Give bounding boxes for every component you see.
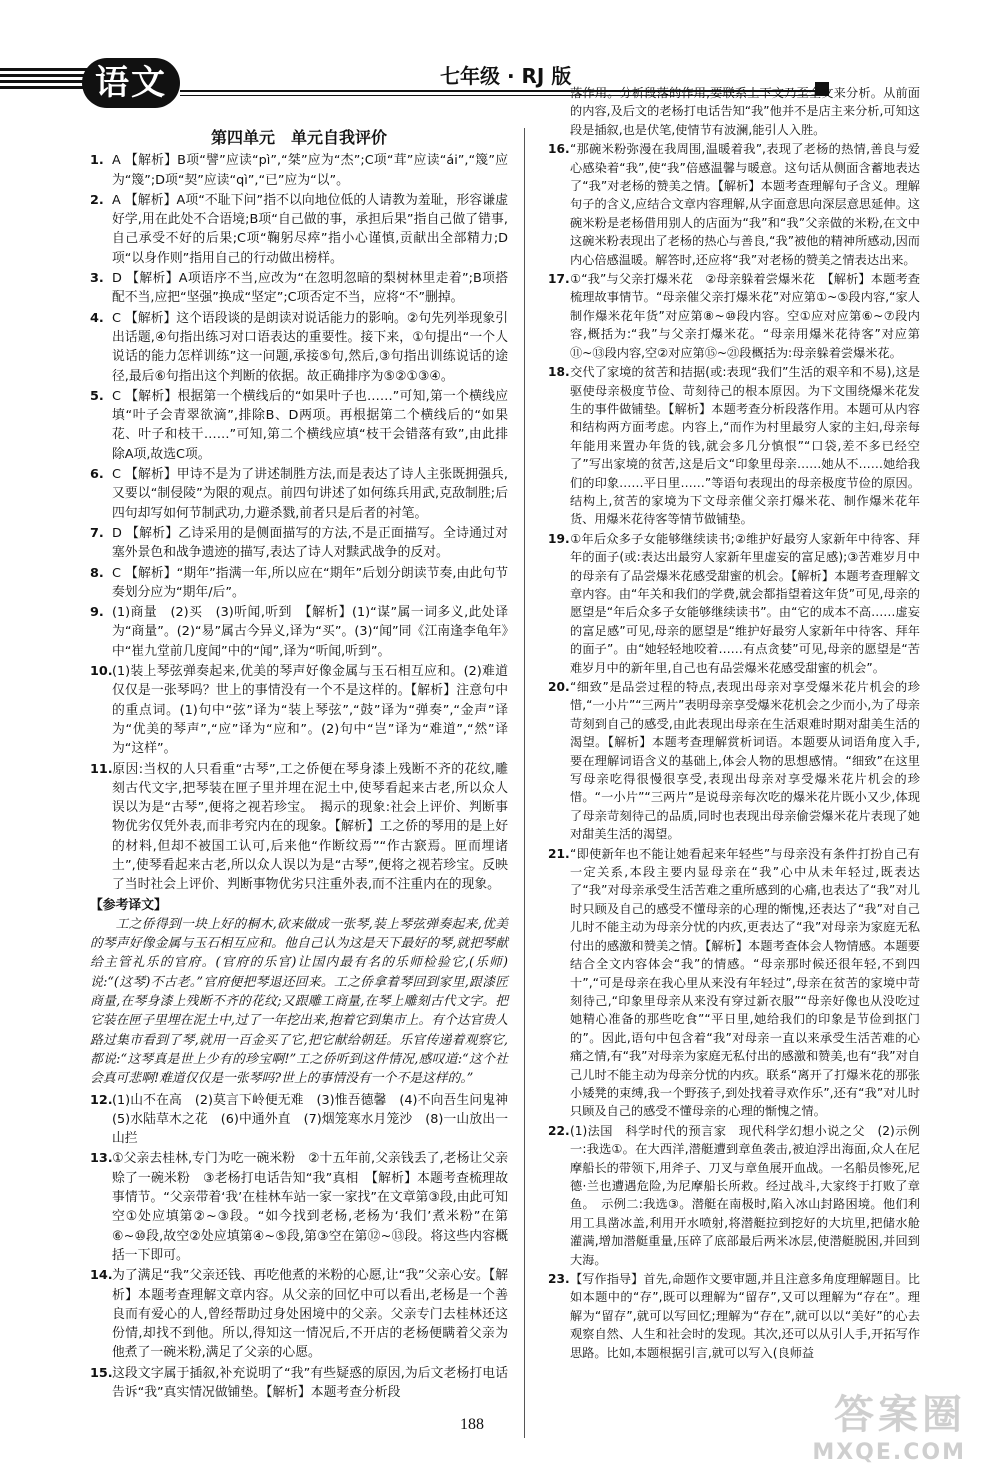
answer-item: [90, 662, 508, 758]
answer-item: [90, 191, 508, 268]
answer-number: 20.: [548, 680, 570, 694]
answer-number: 21.: [548, 846, 570, 861]
answer-number: 9.: [90, 605, 104, 621]
answer-number: 16.: [548, 142, 570, 157]
answer-text: C 【解析】甲诗不是为了讲述制胜方法,而是表达了诗人主张既拥强兵,又要以“制侵陵”为限的观点。前四句讲述了如何练兵用武,克敌制胜;后四句却写如何节制武功,力避杀戮,前者只是后者的衬笔。: [112, 467, 508, 521]
answer-item: [90, 524, 508, 563]
answer-item: [90, 269, 508, 308]
right-column: [548, 84, 920, 1363]
answer-item: [90, 309, 508, 386]
answer-text: ①父亲去桂林,专门为吃一碗米粉 ②十五年前,父亲钱丢了,老杨让父亲赊了一碗米粉 ③老杨打电话告知“我”真相 【解析】本题考查梳理故事情节。“父亲带着‘我’在桂林车站一家一家找”在文章第③段,由此可知空①处应填第②~③段。“如今找到老杨,老杨为‘我们’煮米粉”在第⑥~⑩段,故空②处应填第④~⑤段,第③空在第⑫~⑬段。将这些内容概括一下即可。: [112, 1151, 508, 1263]
answer-text: 原因:当权的人只看重“古琴”,工之侨便在琴身漆上残断不齐的花纹,雕刻古代文字,把琴装在匣子里并埋在泥土中,使琴看起来古老,所以众人误以为是“古琴”,便将之视若珍宝。 揭示的现象:社会上评价、判断事物优劣仅凭外表,而非考究内在的现象。【解析】工之侨的琴用的是上好的材料,但却不被国工认可,后来他“作断纹焉”“作古窾焉。匣而埋诸土”,使琴看起来古老,所以众人误以为是“古琴”,便将之视若珍宝。反映了当时社会上评价、判断事物优劣只注重外表,而不注重内在的现象。: [112, 761, 508, 893]
answer-item: [548, 84, 920, 139]
answer-number: 5.: [90, 388, 104, 404]
answer-number: 12.: [90, 1092, 113, 1108]
answer-text: 交代了家境的贫苦和拮据(或:表现“我们”生活的艰辛和不易),这是驱使母亲极度节俭、苛刻待己的根本原因。为下文围绕爆米花发生的事件做铺垫。【解析】本题考查分析段落作用。本题可从内容和结构两方面考虑。内容上,“而作为村里最穷人家的主妇,母亲每年能用来置办年货的钱,就会多几分慎恨”“口袋,差不多已经空了”写出家境的贫苦,这是后文“印象里母亲……她从不……她给我们的印象……平日里……”等语句表现出的母亲极度节俭的原因。结构上,贫苦的家境为下文母亲催父亲打爆米花、制作爆米花年货、用爆米花待客等情节做铺垫。: [570, 365, 920, 527]
watermark-line1: 答案圈: [834, 1392, 966, 1438]
answer-item: [548, 270, 920, 362]
answer-item: [548, 363, 920, 529]
answer-item: [90, 1091, 521, 1149]
answer-number: 19.: [548, 531, 570, 546]
answer-text: A 【解析】A项“不耻下问”指不以向地位低的人请教为羞耻，形容谦虚好学,用在此处不合语境;B项“自己做的事，承担后果”指自己做了错事,自己承受不好的后果;C项“鞠躬尽瘁”指小心谨慎,贡献出全部精力;D项“以身作则”指用自己的行动做出榜样。: [112, 192, 508, 266]
answer-text: (1)法国 科学时代的预言家 现代科学幻想小说之父 (2)示例一:我选①。在大西洋,潜艇遭到章鱼袭击,被迫浮出海面,众人在尼摩船长的带领下,用斧子、刀叉与章鱼展开血战。一名船员惨死,尼德·兰也遭遇危险,为尼摩船长所救。经过战斗,大家终于打败了章鱼。 示例二:我选③。潜艇在南极时,陷入冰山封路困境。他们利用工具凿冰盖,利用开水喷射,将潜艇拉到挖好的大坑里,把储水舱灌满,增加潜艇重量,压碎了底部最后两米冰层,使潜艇脱困,并回到大海。: [570, 1123, 920, 1267]
answer-item: [90, 151, 508, 190]
answer-number: 2.: [90, 192, 104, 208]
answer-item: [90, 603, 508, 661]
column-divider: [524, 128, 525, 1438]
answer-number: 13.: [90, 1151, 113, 1167]
answer-number: 18.: [548, 365, 570, 380]
answer-text: 为了满足“我”父亲还钱、再吃他煮的米粉的心愿,让“我”父亲心安。【解析】本题考查理解文章内容。从父亲的回忆中可以看出,老杨是一个善良而有爱心的人,曾经帮助过身处困境中的父亲。父亲专门去桂林还这份情,却找不到他。所以,得知这一情况后,不开店的老杨便瞒着父亲为他煮了一碗米粉,满足了父亲的心愿。: [112, 1268, 508, 1361]
page-number: 188: [460, 1416, 484, 1433]
answer-item: [90, 760, 508, 895]
answer-number: 10.: [90, 664, 113, 680]
grade-label: 七年级 · RJ 版: [440, 64, 572, 88]
answer-text: C 【解析】“期年”指满一年,所以应在“期年”后划分朗读节奏,由此句节奏划分应为“期年/后”。: [112, 565, 508, 600]
answer-text: D 【解析】乙诗采用的是侧面描写的方法,不是正面描写。全诗通过对塞外景色和战争遗迹的描写,表达了诗人对黩武战争的反对。: [112, 525, 508, 561]
answer-item: [90, 1266, 508, 1362]
answer-text: C 【解析】这个语段谈的是朗读对说话能力的影响。②句先列举现象引出话题,④句指出练习对口语表达的重要性。接下来，①句提出“一个人说话的能力怎样训练”这一问题,承接⑤句,然后,③句指出训练说话的途径,最后⑥句指出这个判断的依据。故正确排序为⑤②①③④。: [112, 310, 508, 384]
answer-item: [548, 1270, 920, 1362]
answer-item: [90, 465, 508, 523]
answer-item: [548, 140, 920, 269]
answer-text: (1)装上琴弦弹奏起来,优美的琴声好像金属与玉石相互应和。(2)难道仅仅是一张琴吗？世上的事情没有一个不是这样的。【解析】注意句中的重点词。(1)句中“弦”译为“装上琴弦”,“鼓”译为“弹奏”,“金声”译为“优美的琴声”,“应”译为“应和”。(2)句中“岂”译为“难道”,“然”译为“这样”。: [112, 664, 508, 757]
answer-text: “细致”是品尝过程的特点,表现出母亲对享受爆米花片机会的珍惜,“一小片”“三两片”表明母亲享受爆米花机会之少而小,为了母亲苛刻到自己的感受,由此表现出母亲在生活艰难时期对甜美生活的渴望。【解析】本题考查理解赏析词语。本题要从词语角度入手,要在理解词语含义的基础上,体会人物的思想感情。“细致”在这里写母亲吃得很慢很享受,表现出母亲对享受爆米花片机会的珍惜。“一小片”“三两片”是说母亲每次吃的爆米花片既小又少,体现了母亲苛刻待己的品质,同时也表现出母亲偷尝爆米花片表现了她对甜美生活的渴望。: [570, 680, 920, 842]
subject-logo: 语文: [82, 58, 180, 108]
answer-number: 14.: [90, 1268, 113, 1284]
answer-item: [90, 564, 508, 603]
answer-item: [548, 1122, 920, 1269]
answer-list-left: [90, 151, 508, 894]
answer-number: 17.: [548, 272, 570, 287]
reference-translation: 工之侨得到一块上好的桐木,砍来做成一张琴,装上琴弦弹奏起来,优美的琴声好像金属与玉石相互应和。他自己认为这是天下最好的琴,就把琴献给主管礼乐的官府。(官府的乐官)让国内最有名的乐师检验它,(乐师)说:“(这琴)不古老。”官府便把琴退还回来。工之侨拿着琴回到家里,跟漆匠商量,在琴身漆上残断不齐的花纹;又跟雕工商量,在琴上雕刻古代文字。把它装在匣子里埋在泥土中,过了一年挖出来,抱着它到集市上。有个达官贵人路过集市看到了琴,就用一百金买了它,把它献给朝廷。乐官传递着观察它,都说:“这琴真是世上少有的珍宝啊!”工之侨听到这件情况,感叹道:“这个社会真可悲啊!难道仅仅是一张琴吗?世上的事情没有一个不是这样的。”: [90, 916, 508, 1087]
answer-number: 8.: [90, 565, 104, 581]
watermark-line2: MXQE.COM: [812, 1440, 966, 1465]
answer-text: (1)商量 (2)买 (3)听闻,听到 【解析】(1)“谋”属一词多义,此处译为“商量”。(2)“易”属古今异义,译为“买”。(3)“闻”同《江南逢李龟年》中“崔九堂前几度闻”中的“闻”,译为“听闻,听到”。: [112, 605, 508, 659]
answer-list-left-2: [90, 1091, 521, 1403]
answer-item: [90, 1149, 508, 1265]
answer-text: A 【解析】B项“譬”应读“pì”,“桀”应为“杰”;C项“茸”应读“ái”,“篾”应为“篾”;D项“契”应读“qì”,“已”应为“以”。: [112, 153, 508, 188]
watermark: [812, 1383, 966, 1465]
answer-text: ①“我”与父亲打爆米花 ②母亲躲着尝爆米花 【解析】本题考查梳理故事情节。“母亲催父亲打爆米花”对应第①~⑤段内容,“家人制作爆米花年货”对应第⑧~⑩段内容。空①应对应第⑥~⑦段内容,概括为:“我”与父亲打爆米花。“母亲用爆米花待客”对应第⑪~⑬段内容,空②对应第⑮~㉑段概括为:母亲躲着尝爆米花。: [570, 272, 920, 360]
answer-number: 15.: [90, 1365, 113, 1381]
answer-item: [548, 530, 920, 677]
answer-text: ①年后众多子女能够继续读书;②维护好最穷人家新年中待客、拜年的面子(或:表达出最穷人家新年里虚妄的富足感);③苦难岁月中的母亲有了品尝爆米花感受甜蜜的机会。【解析】本题考查理解文章内容。由“年关和我们的学费,就会都指望着这年货”可见,母亲的愿望是“年后众多子女能够继续读书”。由“它的成本不高……虚妄的富足感”可见,母亲的愿望是“维护好最穷人家新年中待客、拜年的面子”。由“她轻轻地咬着……有点贪婪”可见,母亲的愿望是“苦难岁月中的新年里,自己也有品尝爆米花感受甜蜜的机会”。: [570, 531, 920, 675]
answer-text: C 【解析】根据第一个横线后的“如果叶子也……”可知,第一个横线应填“叶子会青翠欲滴”,排除B、D两项。再根据第二个横线后的“如果花、叶子和枝干……”可知,第二个横线应填“枝干会错落有致”,由此排除A项,故选C项。: [112, 388, 508, 462]
answer-number: 23.: [548, 1272, 570, 1286]
answer-text: D 【解析】A项语序不当,应改为“在忽明忽暗的梨树林里走着”;B项搭配不当,应把“坚强”换成“坚定”;C项否定不当，应将“不”删掉。: [112, 271, 508, 306]
answer-item: [90, 1364, 508, 1403]
reference-title: 【参考译文】: [90, 897, 167, 913]
answer-number: 1.: [90, 153, 104, 169]
answer-number: 11.: [90, 761, 113, 777]
answer-text: 【写作指导】首先,命题作文要审题,并且注意多角度理解题目。比如本题中的“存”,既可以理解为“留存”,又可以理解为“存在”。理解为“留存”,就可以写回忆;理解为“存在”,就可以以“美好”的心去观察自然、人生和社会时的发现。其次,还可以从引人手,开拓写作思路。比如,本题根据引言,就可以写入(良师益: [570, 1272, 920, 1360]
answer-item: [90, 387, 508, 464]
answer-text: (1)山不在高 (2)莫言下岭便无难 (3)惟吾德馨 (4)不向吾生问鬼神 (5)水陆草木之花 (6)中通外直 (7)烟笼寒水月笼沙 (8)一山放出一山拦: [112, 1092, 521, 1147]
answer-text: “即使新年也不能让她看起来年轻些”与母亲没有条件打扮自己有一定关系,本段主要内显母亲在“我”心中从未年轻过,既表达了“我”对母亲承受生活苦难之重所感到的心痛,也表达了“我”对儿时只顾及自己的感受不懂母亲的心理的惭愧,还表达了“我”对自己儿时不能主动为母亲分忧的内疚,更表达了“我”对母亲为家庭无私付出的感激和赞美之情。【解析】本题考查体会人物情感。本题要结合全文内容体会“我”的情感。“母亲那时候还很年轻,不到四十”,“可是母亲在我心里从来没有年轻过”,母亲在贫苦的家境中苛刻待己,“印象里母亲从来没有穿过新衣服”“母亲好像也从没吃过她精心准备的那些吃食”“平日里,她给我们的印象是节俭到抠门的”。因此,语句中包含着“我”对母亲一直以来承受生活苦难的心痛之情,有“我”对母亲为家庭无私付出的感激和赞美,也有“我”对自己儿时不能主动为母亲分忧的内疚。联系“离开了打爆米花的那张小矮凳的束缚,我一个野孩子,到处找着寻欢作乐”,还有“我”对儿时只顾及自己的感受不懂母亲的心理的惭愧之情。: [570, 846, 920, 1119]
answer-text: 落作用。分析段落的作用,要联系上下文乃至全文来分析。从前面的内容,及后文的老杨打电话告知“我”他并不是店主来分析,可知这段是插叙,也是伏笔,使情节有波澜,能引人入胜。: [570, 86, 920, 137]
answer-item: [548, 845, 920, 1121]
answer-number: 7.: [90, 525, 104, 541]
answer-text: “那碗米粉弥漫在我周围,温暖着我”,表现了老杨的热情,善良与爱心感染着“我”,使“我”倍感温馨与暖意。这句话从侧面含蓄地表达了“我”对老杨的赞美之情。【解析】本题考查理解句子含义。理解句子的含义,应结合文章内容理解,从字面意思向深层意思延伸。这碗米粉是老杨借用别人的店面为“我”和“我”父亲做的米粉,在文中这碗米粉表现出了老杨的热心与善良,“我”被他的精神所感动,因而内心倍感温暖。解答时,还应将“我”对老杨的赞美之情表达出来。: [570, 142, 920, 267]
answer-number: 22.: [548, 1123, 570, 1138]
answer-number: 4.: [90, 310, 104, 326]
answer-number: 3.: [90, 271, 104, 287]
section-title: 第四单元 单元自我评价: [210, 128, 387, 147]
left-column: [90, 128, 521, 1403]
answer-text: 这段文字属于插叙,补充说明了“我”有些疑惑的原因,为后文老杨打电话告诉“我”真实情况做铺垫。【解析】本题考查分析段: [112, 1365, 508, 1400]
answer-item: [548, 678, 920, 844]
answer-number: 6.: [90, 467, 104, 483]
